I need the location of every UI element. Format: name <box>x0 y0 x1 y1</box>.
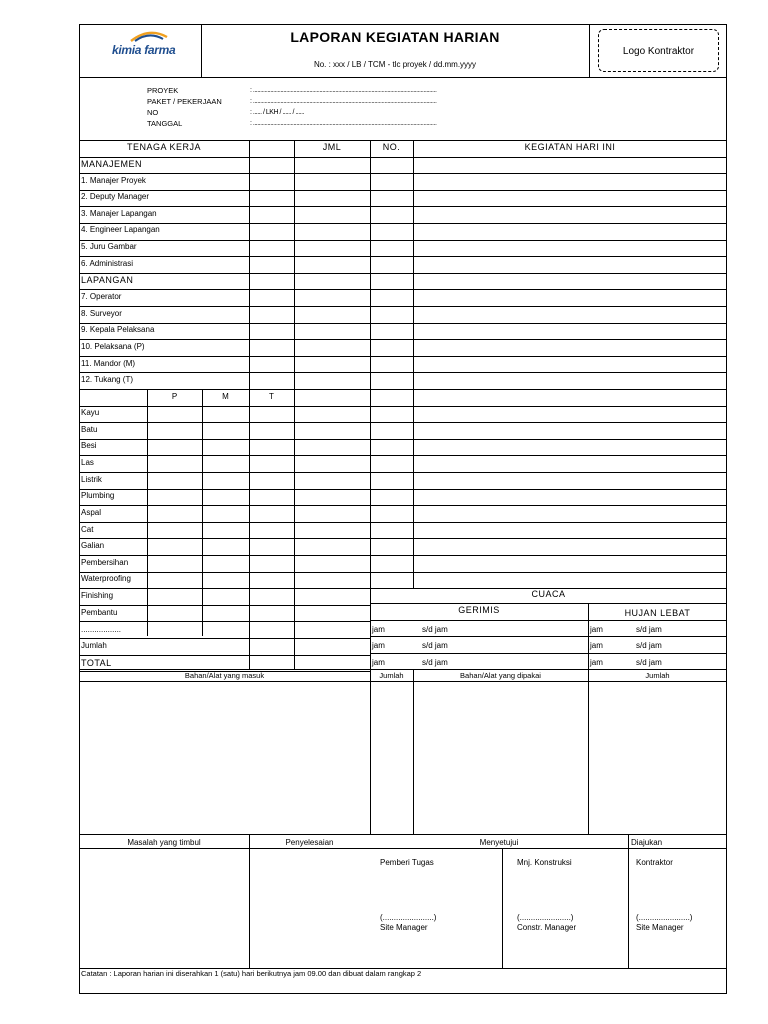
trade-row: Las <box>81 458 94 467</box>
kimia-farma-logo-icon <box>129 27 169 43</box>
grid-h-line <box>79 455 727 456</box>
weather-sd-jam: s/d jam <box>422 641 448 650</box>
workforce-group-lapangan: LAPANGAN <box>81 275 134 285</box>
grid-h-line <box>79 655 370 656</box>
weather-jam: jam <box>372 641 385 650</box>
signer-blank[interactable]: (.......................) <box>380 913 437 922</box>
grid-h-line <box>79 538 727 539</box>
footer-masalah: Masalah yang timbul <box>127 838 201 847</box>
weather-jam: jam <box>590 658 603 667</box>
trade-row: Plumbing <box>81 491 115 500</box>
weather-jam: jam <box>590 625 603 634</box>
materials-in-qty-label: Jumlah <box>379 671 404 680</box>
trade-row: Pembersihan <box>81 558 129 567</box>
trade-row-total: TOTAL <box>81 658 112 668</box>
col-header-jml: JML <box>322 142 342 152</box>
col-header-tenaga-kerja: TENAGA KERJA <box>126 142 202 152</box>
grid-h-line <box>79 256 727 257</box>
workforce-row: 5. Juru Gambar <box>81 242 137 251</box>
grid-v-line <box>588 669 589 834</box>
grid-h-line <box>79 240 727 241</box>
workforce-row: 1. Manajer Proyek <box>81 176 146 185</box>
weather-sd-jam: s/d jam <box>422 658 448 667</box>
grid-v-line <box>147 389 148 636</box>
report-title: LAPORAN KEGIATAN HARIAN <box>290 29 500 45</box>
info-label-no: NO <box>147 108 159 117</box>
info-value-tanggal[interactable]: : ............................................................................................................................... <box>250 120 437 127</box>
grid-h-line <box>79 505 727 506</box>
info-label-paket: PAKET / PEKERJAAN <box>147 97 222 106</box>
trade-row: Galian <box>81 541 105 550</box>
signer-title: Site Manager <box>380 923 428 932</box>
weather-sd-jam: s/d jam <box>636 658 662 667</box>
grid-h-line <box>79 356 727 357</box>
workforce-row: 3. Manajer Lapangan <box>81 209 157 218</box>
weather-label-gerimis: GERIMIS <box>458 605 500 615</box>
grid-h-line <box>79 472 727 473</box>
grid-h-line <box>79 339 727 340</box>
workforce-row: 7. Operator <box>81 292 122 301</box>
trade-row: Finishing <box>81 591 114 600</box>
grid-h-line <box>79 140 727 141</box>
info-label-tanggal: TANGGAL <box>147 119 183 128</box>
weather-jam: jam <box>372 658 385 667</box>
footer-note: Catatan : Laporan harian ini diserahkan 1 (satu) hari berikutnya jam 09.00 dan dibuat dalam rangkap 2 <box>81 969 422 978</box>
trade-row: Pembantu <box>81 608 118 617</box>
grid-h-line <box>370 620 727 621</box>
grid-h-line <box>79 306 727 307</box>
header-bottom-rule <box>79 77 727 78</box>
grid-h-line <box>79 834 727 835</box>
grid-h-line <box>79 621 370 622</box>
workforce-row: 10. Pelaksana (P) <box>81 342 145 351</box>
grid-h-line <box>79 588 370 589</box>
header-divider-right <box>589 24 590 77</box>
workforce-row: 9. Kepala Pelaksana <box>81 325 155 334</box>
grid-h-line <box>79 406 727 407</box>
signer-blank[interactable]: (.......................) <box>517 913 574 922</box>
kimia-farma-logo <box>112 43 175 57</box>
grid-h-line <box>79 206 727 207</box>
info-label-proyek: PROYEK <box>147 86 179 95</box>
report-number: No. : xxx / LB / TCM - tlc proyek / dd.mm.yyyy <box>313 60 477 69</box>
grid-h-line <box>79 389 727 390</box>
grid-h-line <box>370 636 727 637</box>
materials-used-label: Bahan/Alat yang dipakai <box>460 671 541 680</box>
grid-h-line <box>79 173 727 174</box>
brand-name: kimia farma <box>112 43 176 57</box>
grid-v-line <box>413 669 414 834</box>
trade-row: Cat <box>81 525 94 534</box>
workforce-row: 8. Surveyor <box>81 309 122 318</box>
grid-v-line <box>370 140 371 834</box>
workforce-row: 11. Mandor (M) <box>81 359 136 368</box>
weather-sd-jam: s/d jam <box>636 641 662 650</box>
materials-in-label: Bahan/Alat yang masuk <box>184 671 265 680</box>
workforce-row: 4. Engineer Lapangan <box>81 225 160 234</box>
grid-h-line <box>79 273 727 274</box>
materials-used-qty-label: Jumlah <box>645 671 670 680</box>
grid-h-line <box>79 223 727 224</box>
weather-label-hujan-lebat: HUJAN LEBAT <box>624 608 691 618</box>
grid-h-line <box>79 605 370 606</box>
workforce-row: 12. Tukang (T) <box>81 375 134 384</box>
workforce-row: 6. Administrasi <box>81 259 134 268</box>
grid-v-line <box>202 389 203 636</box>
grid-h-line <box>79 323 727 324</box>
grid-v-line <box>294 140 295 669</box>
grid-h-line <box>79 669 727 670</box>
pmt-header-p: P <box>171 392 178 401</box>
grid-h-line <box>79 422 727 423</box>
signer-role-pemberi-tugas: Pemberi Tugas <box>380 858 434 867</box>
grid-v-line <box>502 848 503 968</box>
trade-row-jumlah: Jumlah <box>81 641 107 650</box>
grid-h-line <box>79 289 727 290</box>
grid-h-line <box>79 681 727 682</box>
col-header-no: NO. <box>382 142 401 152</box>
signer-role-mnj-konstruksi: Mnj. Konstruksi <box>517 858 572 867</box>
grid-h-line <box>370 603 727 604</box>
trade-row: Batu <box>81 425 98 434</box>
workforce-row: 2. Deputy Manager <box>81 192 150 201</box>
grid-h-line <box>79 638 370 639</box>
grid-v-line <box>628 834 629 968</box>
grid-v-line <box>249 834 250 968</box>
signer-role-kontraktor: Kontraktor <box>636 858 673 867</box>
contractor-logo-placeholder <box>598 29 719 72</box>
pmt-header-m: M <box>222 392 229 401</box>
weather-jam: jam <box>590 641 603 650</box>
grid-h-line <box>79 572 727 573</box>
contractor-logo-label: Logo Kontraktor <box>622 46 695 57</box>
grid-h-line <box>79 190 727 191</box>
trade-row: Besi <box>81 441 97 450</box>
grid-h-line <box>79 372 727 373</box>
grid-h-line <box>370 653 727 654</box>
signer-title: Site Manager <box>636 923 684 932</box>
workforce-group-manajemen: MANAJEMEN <box>81 159 143 169</box>
weather-jam: jam <box>372 625 385 634</box>
pmt-header-t: T <box>269 392 274 401</box>
trade-row: Aspal <box>81 508 102 517</box>
weather-title: CUACA <box>531 589 566 599</box>
grid-v-line <box>413 140 414 588</box>
trade-row: Waterproofing <box>81 574 131 583</box>
footer-diajukan: Diajukan <box>631 838 663 847</box>
grid-h-line <box>79 555 727 556</box>
grid-v-line <box>249 140 250 669</box>
trade-row: Listrik <box>81 475 102 484</box>
signer-blank[interactable]: (.......................) <box>636 913 693 922</box>
grid-h-line <box>79 439 727 440</box>
signer-title: Constr. Manager <box>517 923 577 932</box>
footer-penyelesaian: Penyelesaian <box>285 838 334 847</box>
grid-h-line <box>79 489 727 490</box>
info-value-paket[interactable]: : ............................................................................................................................... <box>250 98 437 105</box>
grid-h-line <box>79 157 727 158</box>
weather-sd-jam: s/d jam <box>422 625 448 634</box>
col-header-kegiatan: KEGIATAN HARI INI <box>524 142 616 152</box>
grid-h-line <box>79 848 727 849</box>
trade-row-blank: .................. <box>81 625 122 634</box>
info-value-no[interactable]: : ...... / LKH / ...... / ...... <box>250 109 305 116</box>
weather-sd-jam: s/d jam <box>636 625 662 634</box>
info-value-proyek[interactable]: : ............................................................................................................................... <box>250 87 437 94</box>
footer-menyetujui: Menyetujui <box>479 838 519 847</box>
trade-row: Kayu <box>81 408 100 417</box>
grid-h-line <box>79 522 727 523</box>
